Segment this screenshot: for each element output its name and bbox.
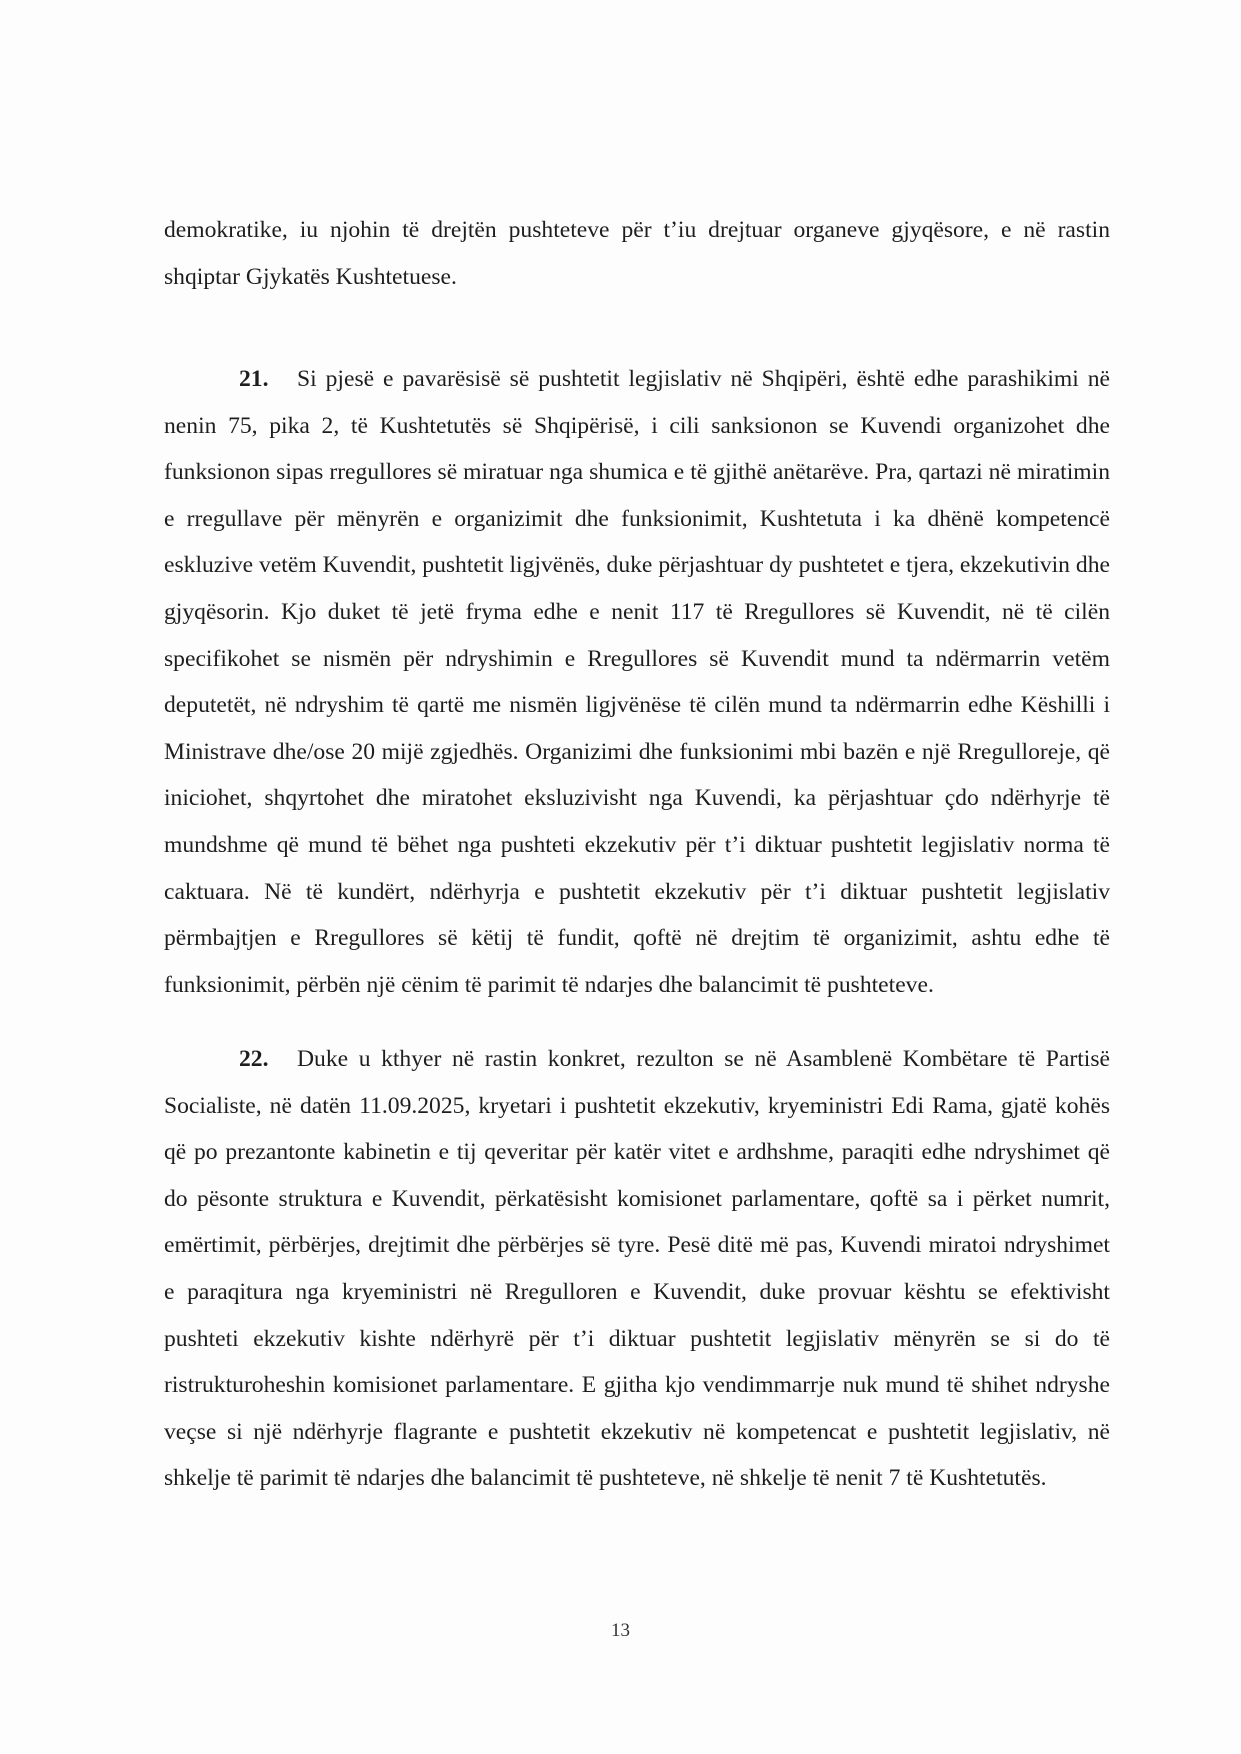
intro-paragraph <box>164 207 1110 300</box>
paragraph-body <box>164 1036 1110 1502</box>
paragraph-body <box>164 356 1110 1008</box>
paragraph-22 <box>164 1036 1110 1502</box>
paragraph-text: Duke u kthyer në rastin konkret, rezulton se në Asamblenë Kombëtare të Partisë Socialiste, në datën 11.09.2025, kryetari i pushtetit ekzekutiv, kryeministri Edi Rama, gjatë kohës që po prezantonte kabinetin e tij qeveritar për katër vitet e ardhshme, paraqiti edhe ndryshimet që do pësonte struktura e Kuvendit, përkatësisht komisionet parlamentare, qoftë sa i përket numrit, emërtimit, përbërjes, drejtimit dhe përbërjes së tyre. Pesë ditë më pas, Kuvendi miratoi ndryshimet e paraqitura nga kryeministri në Rregulloren e Kuvendit, duke provuar kështu se efektivisht pushteti ekzekutiv kishte ndërhyrë për t’i diktuar pushtetit legjislativ mënyrën se si do të ristrukturoheshin komisionet parlamentare. E gjitha kjo vendimmarrje nuk mund të shihet ndryshe veçse si një ndërhyrje flagrante e pushtetit ekzekutiv në kompetencat e pushtetit legjislativ, në shkelje të parimit të ndarjes dhe balancimit të pushteteve, në shkelje të nenit 7 të Kushtetutës. <box>164 1046 1110 1492</box>
paragraph-21 <box>164 356 1110 1008</box>
paragraph-number: 22. <box>239 1046 269 1072</box>
paragraph-number: 21. <box>239 366 269 392</box>
intro-text: demokratike, iu njohin të drejtën pushteteve për t’iu drejtuar organeve gjyqësore, e në rastin shqiptar Gjykatës Kushtetuese. <box>164 217 1110 290</box>
page-number: 13 <box>611 1620 630 1641</box>
paragraph-text: Si pjesë e pavarësisë së pushtetit legjislativ në Shqipëri, është edhe parashikimi në nenin 75, pika 2, të Kushtetutës së Shqipërisë, i cili sanksionon se Kuvendi organizohet dhe funksionon sipas rregullores së miratuar nga shumica e të gjithë anëtarëve. Pra, qartazi në miratimin e rregullave për mënyrën e organizimit dhe funksionimit, Kushtetuta i ka dhënë kompetencë eskluzive vetëm Kuvendit, pushtetit ligjvënës, duke përjashtuar dy pushtetet e tjera, ekzekutivin dhe gjyqësorin. Kjo duket të jetë fryma edhe e nenit 117 të Rregullores së Kuvendit, në të cilën specifikohet se nismën për ndryshimin e Rregullores së Kuvendit mund ta ndërmarrin vetëm deputetët, në ndryshim të qartë me nismën ligjvënëse të cilën mund ta ndërmarrin edhe Këshilli i Ministrave dhe/ose 20 mijë zgjedhës. Organizimi dhe funksionimi mbi bazën e një Rregulloreje, që iniciohet, shqyrtohet dhe miratohet eksluzivisht nga Kuvendi, ka përjashtuar çdo ndërhyrje të mundshme që mund të bëhet nga pushteti ekzekutiv për t’i diktuar pushtetit legjislativ norma të caktuara. Në të kundërt, ndërhyrja e pushtetit ekzekutiv për t’i diktuar pushtetit legjislativ përmbajtjen e Rregullores së këtij të fundit, qoftë në drejtim të organizimit, ashtu edhe të funksionimit, përbën një cënim të parimit të ndarjes dhe balancimit të pushteteve. <box>164 366 1110 998</box>
